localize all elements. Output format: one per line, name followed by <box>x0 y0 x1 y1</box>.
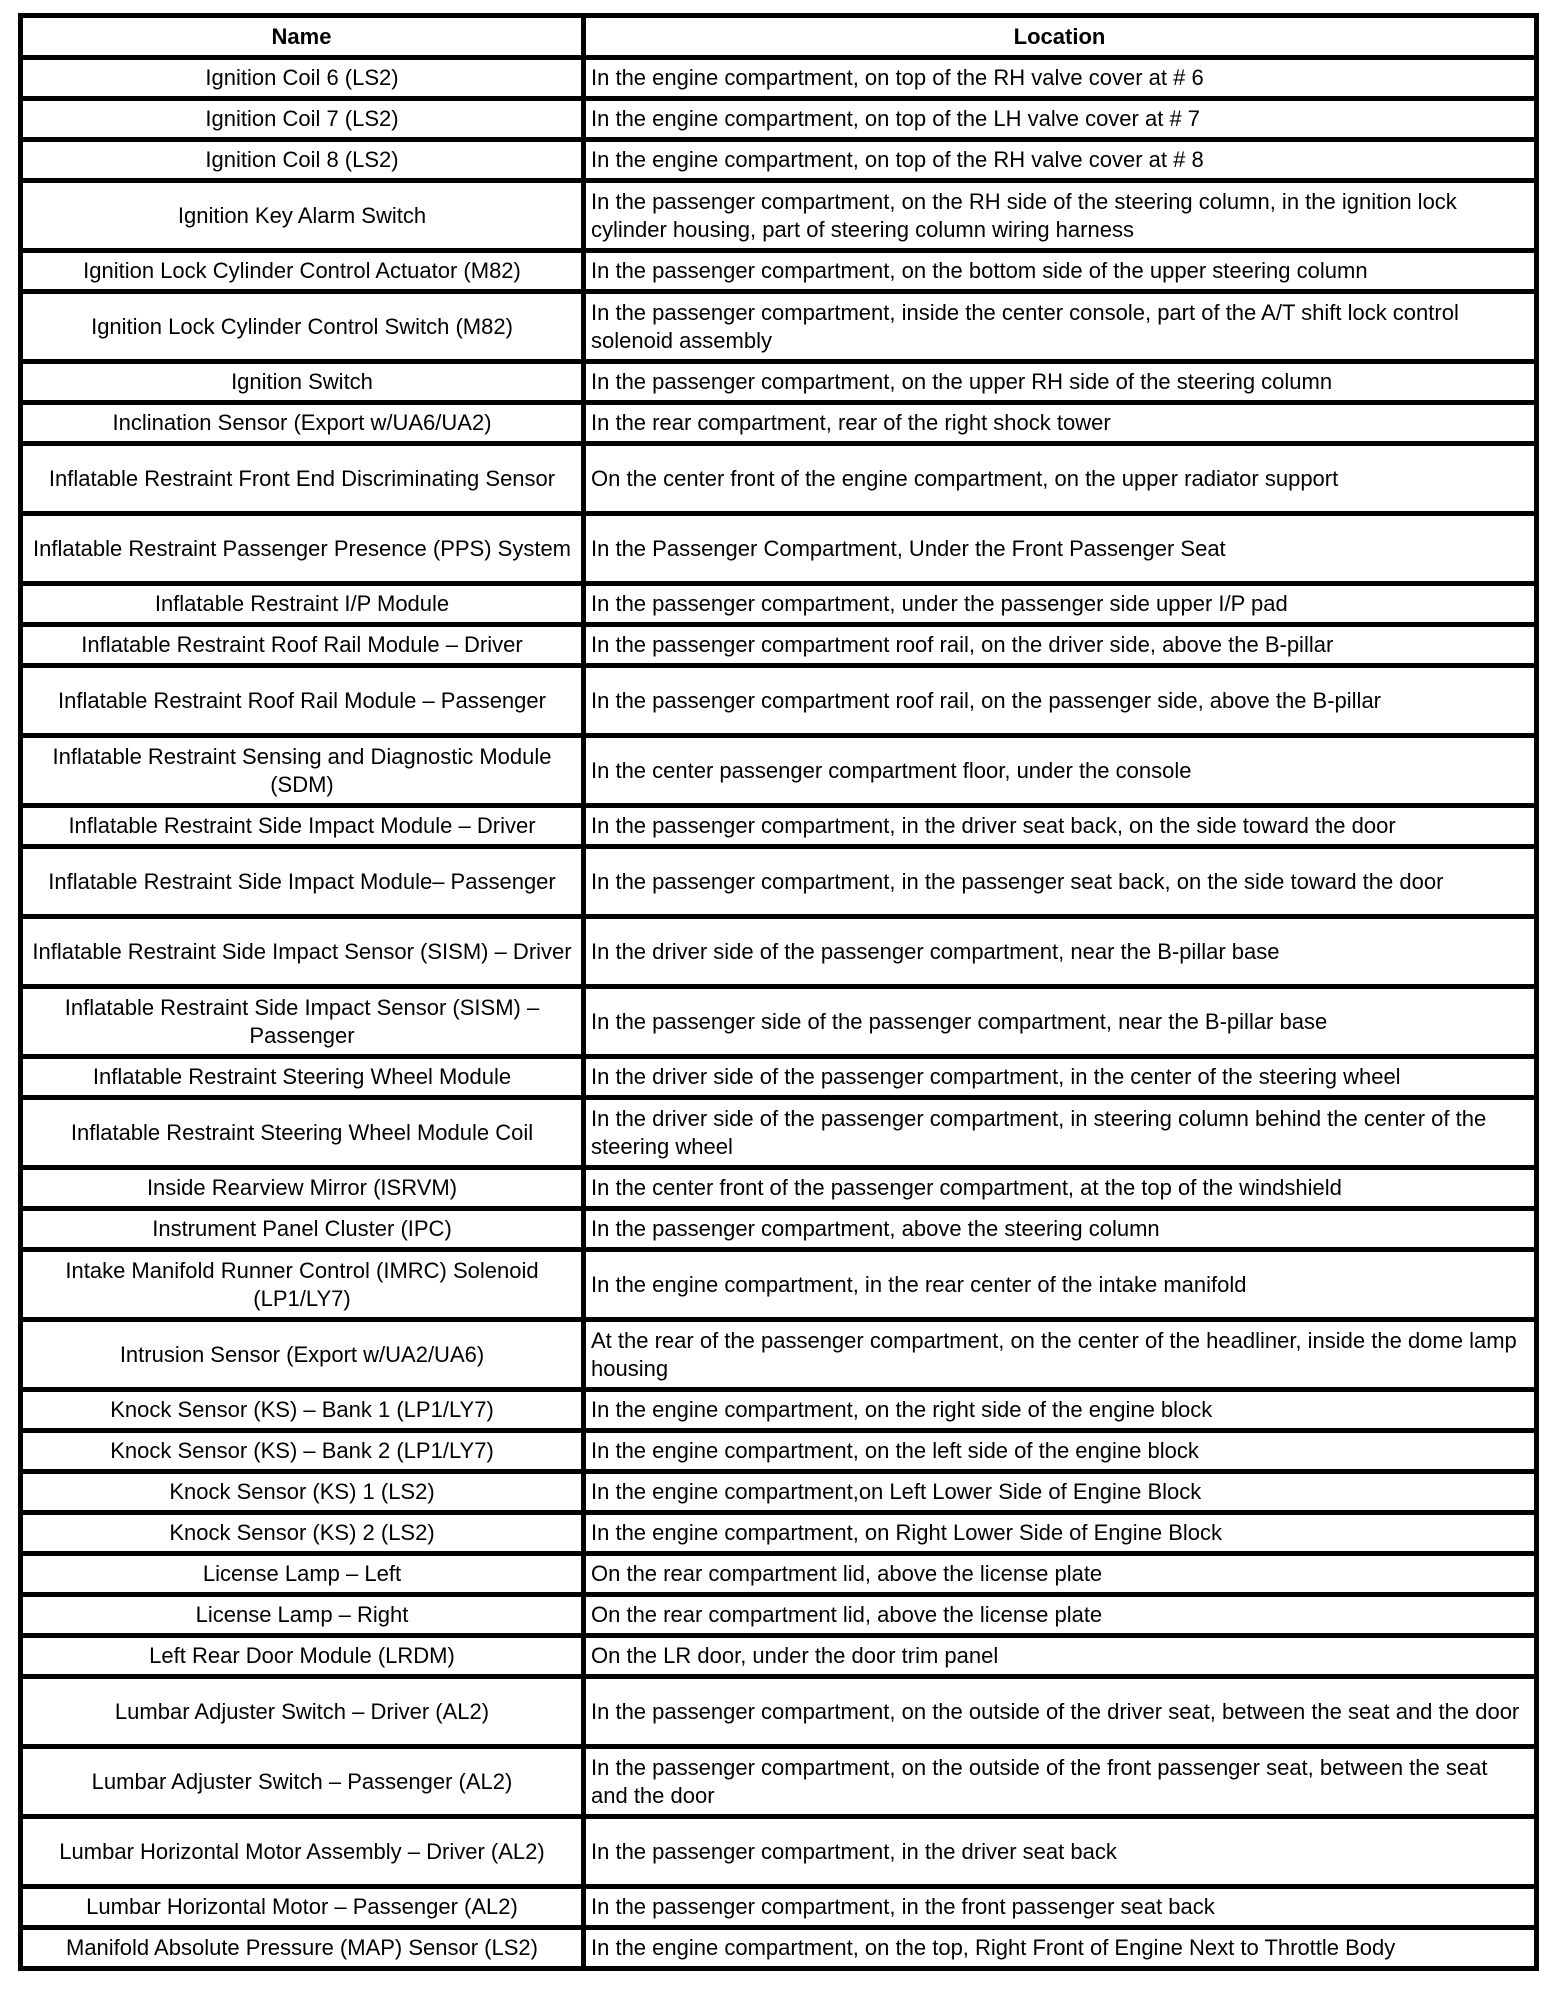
component-location-table <box>18 13 1539 1971</box>
table-row <box>21 403 1537 444</box>
component-location-cell: In the engine compartment, on top of the RH valve cover at # 6 <box>584 58 1537 99</box>
component-location-cell: In the passenger compartment, in the passenger seat back, on the side toward the door <box>584 847 1537 917</box>
component-name-cell: Inflatable Restraint Side Impact Module – Driver <box>21 806 584 847</box>
component-name-cell: Inclination Sensor (Export w/UA6/UA2) <box>21 403 584 444</box>
component-name-cell: Knock Sensor (KS) – Bank 2 (LP1/LY7) <box>21 1431 584 1472</box>
component-name-cell: Inflatable Restraint Passenger Presence (PPS) System <box>21 514 584 584</box>
component-name-cell: Inflatable Restraint Side Impact Module– Passenger <box>21 847 584 917</box>
component-location-cell: In the engine compartment, on top of the LH valve cover at # 7 <box>584 99 1537 140</box>
table-row <box>21 1057 1537 1098</box>
table-row <box>21 1554 1537 1595</box>
component-name-cell: Inflatable Restraint Steering Wheel Module Coil <box>21 1098 584 1168</box>
table-row <box>21 1431 1537 1472</box>
component-name-cell: Instrument Panel Cluster (IPC) <box>21 1209 584 1250</box>
component-location-cell: In the passenger side of the passenger compartment, near the B-pillar base <box>584 987 1537 1057</box>
component-name-cell: Manifold Absolute Pressure (MAP) Sensor (LS2) <box>21 1928 584 1969</box>
table-row <box>21 1098 1537 1168</box>
table-row <box>21 444 1537 514</box>
table-row <box>21 140 1537 181</box>
table-row <box>21 625 1537 666</box>
component-location-cell: In the passenger compartment, on the bottom side of the upper steering column <box>584 251 1537 292</box>
component-name-cell: Inflatable Restraint Roof Rail Module – Driver <box>21 625 584 666</box>
component-name-cell: Inflatable Restraint I/P Module <box>21 584 584 625</box>
component-name-cell: Lumbar Horizontal Motor – Passenger (AL2) <box>21 1887 584 1928</box>
component-location-cell: In the passenger compartment, in the front passenger seat back <box>584 1887 1537 1928</box>
component-name-cell: Left Rear Door Module (LRDM) <box>21 1636 584 1677</box>
component-name-cell: Intake Manifold Runner Control (IMRC) Solenoid (LP1/LY7) <box>21 1250 584 1320</box>
component-location-cell: In the driver side of the passenger compartment, near the B-pillar base <box>584 917 1537 987</box>
component-name-cell: Inflatable Restraint Side Impact Sensor (SISM) – Driver <box>21 917 584 987</box>
component-location-cell: In the passenger compartment roof rail, on the driver side, above the B-pillar <box>584 625 1537 666</box>
table-body <box>21 58 1537 1969</box>
component-location-cell: In the driver side of the passenger compartment, in steering column behind the center of the steering wheel <box>584 1098 1537 1168</box>
component-location-cell: In the passenger compartment, above the steering column <box>584 1209 1537 1250</box>
table-row <box>21 1928 1537 1969</box>
component-location-cell: In the engine compartment, on the left side of the engine block <box>584 1431 1537 1472</box>
table-row <box>21 1472 1537 1513</box>
component-location-cell: In the engine compartment,on Left Lower Side of Engine Block <box>584 1472 1537 1513</box>
component-name-cell: Ignition Coil 7 (LS2) <box>21 99 584 140</box>
component-location-cell: In the engine compartment, on Right Lower Side of Engine Block <box>584 1513 1537 1554</box>
table-row <box>21 292 1537 362</box>
component-location-cell: In the engine compartment, on top of the RH valve cover at # 8 <box>584 140 1537 181</box>
component-name-cell: Ignition Coil 6 (LS2) <box>21 58 584 99</box>
component-location-cell: In the Passenger Compartment, Under the Front Passenger Seat <box>584 514 1537 584</box>
component-name-cell: Lumbar Adjuster Switch – Driver (AL2) <box>21 1677 584 1747</box>
component-location-cell: In the driver side of the passenger compartment, in the center of the steering wheel <box>584 1057 1537 1098</box>
table-row <box>21 1747 1537 1817</box>
table-row <box>21 1817 1537 1887</box>
table-row <box>21 99 1537 140</box>
component-name-cell: Ignition Switch <box>21 362 584 403</box>
component-name-cell: Inflatable Restraint Sensing and Diagnostic Module (SDM) <box>21 736 584 806</box>
component-location-cell: In the passenger compartment, in the driver seat back <box>584 1817 1537 1887</box>
table-row <box>21 1595 1537 1636</box>
table-row <box>21 1250 1537 1320</box>
component-name-cell: Intrusion Sensor (Export w/UA2/UA6) <box>21 1320 584 1390</box>
component-name-cell: Lumbar Horizontal Motor Assembly – Driver (AL2) <box>21 1817 584 1887</box>
component-location-cell: In the passenger compartment, on the outside of the driver seat, between the seat and the door <box>584 1677 1537 1747</box>
table-row <box>21 1209 1537 1250</box>
table-row <box>21 1168 1537 1209</box>
component-location-cell: At the rear of the passenger compartment, on the center of the headliner, inside the dome lamp housing <box>584 1320 1537 1390</box>
table-row <box>21 362 1537 403</box>
component-name-cell: Ignition Lock Cylinder Control Actuator (M82) <box>21 251 584 292</box>
column-header-location: Location <box>584 16 1537 58</box>
table-row <box>21 584 1537 625</box>
table-row <box>21 181 1537 251</box>
component-location-cell: In the passenger compartment, on the upper RH side of the steering column <box>584 362 1537 403</box>
component-name-cell: License Lamp – Right <box>21 1595 584 1636</box>
table-row <box>21 1390 1537 1431</box>
component-location-cell: In the center passenger compartment floor, under the console <box>584 736 1537 806</box>
component-name-cell: Inside Rearview Mirror (ISRVM) <box>21 1168 584 1209</box>
table-header-row <box>21 16 1537 58</box>
component-name-cell: Inflatable Restraint Steering Wheel Module <box>21 1057 584 1098</box>
component-name-cell: License Lamp – Left <box>21 1554 584 1595</box>
component-name-cell: Lumbar Adjuster Switch – Passenger (AL2) <box>21 1747 584 1817</box>
component-location-cell: In the passenger compartment, inside the center console, part of the A/T shift lock control solenoid assembly <box>584 292 1537 362</box>
component-location-cell: On the center front of the engine compartment, on the upper radiator support <box>584 444 1537 514</box>
component-name-cell: Ignition Key Alarm Switch <box>21 181 584 251</box>
table-row <box>21 987 1537 1057</box>
table-row <box>21 1320 1537 1390</box>
table-row <box>21 251 1537 292</box>
component-name-cell: Inflatable Restraint Side Impact Sensor (SISM) – Passenger <box>21 987 584 1057</box>
component-location-cell: On the rear compartment lid, above the license plate <box>584 1595 1537 1636</box>
table-row <box>21 514 1537 584</box>
table-row <box>21 806 1537 847</box>
component-name-cell: Knock Sensor (KS) 1 (LS2) <box>21 1472 584 1513</box>
table-row <box>21 917 1537 987</box>
column-header-name: Name <box>21 16 584 58</box>
component-location-cell: In the passenger compartment roof rail, on the passenger side, above the B-pillar <box>584 666 1537 736</box>
component-location-cell: In the passenger compartment, on the outside of the front passenger seat, between the seat and the door <box>584 1747 1537 1817</box>
table-row <box>21 736 1537 806</box>
table-row <box>21 1513 1537 1554</box>
table-row <box>21 847 1537 917</box>
component-location-cell: In the passenger compartment, in the driver seat back, on the side toward the door <box>584 806 1537 847</box>
component-name-cell: Knock Sensor (KS) – Bank 1 (LP1/LY7) <box>21 1390 584 1431</box>
table-row <box>21 58 1537 99</box>
component-name-cell: Inflatable Restraint Roof Rail Module – Passenger <box>21 666 584 736</box>
component-location-cell: In the engine compartment, on the right side of the engine block <box>584 1390 1537 1431</box>
component-location-cell: In the passenger compartment, on the RH side of the steering column, in the ignition lock cylinder housing, part of steering column wiring harness <box>584 181 1537 251</box>
table-row <box>21 666 1537 736</box>
component-name-cell: Ignition Coil 8 (LS2) <box>21 140 584 181</box>
component-location-cell: In the passenger compartment, under the passenger side upper I/P pad <box>584 584 1537 625</box>
component-location-cell: In the engine compartment, in the rear center of the intake manifold <box>584 1250 1537 1320</box>
component-location-cell: On the rear compartment lid, above the license plate <box>584 1554 1537 1595</box>
component-name-cell: Inflatable Restraint Front End Discriminating Sensor <box>21 444 584 514</box>
component-location-cell: In the engine compartment, on the top, Right Front of Engine Next to Throttle Body <box>584 1928 1537 1969</box>
component-location-cell: In the center front of the passenger compartment, at the top of the windshield <box>584 1168 1537 1209</box>
table-row <box>21 1677 1537 1747</box>
component-name-cell: Knock Sensor (KS) 2 (LS2) <box>21 1513 584 1554</box>
table-row <box>21 1887 1537 1928</box>
component-location-cell: On the LR door, under the door trim panel <box>584 1636 1537 1677</box>
table-row <box>21 1636 1537 1677</box>
component-location-cell: In the rear compartment, rear of the right shock tower <box>584 403 1537 444</box>
component-name-cell: Ignition Lock Cylinder Control Switch (M82) <box>21 292 584 362</box>
